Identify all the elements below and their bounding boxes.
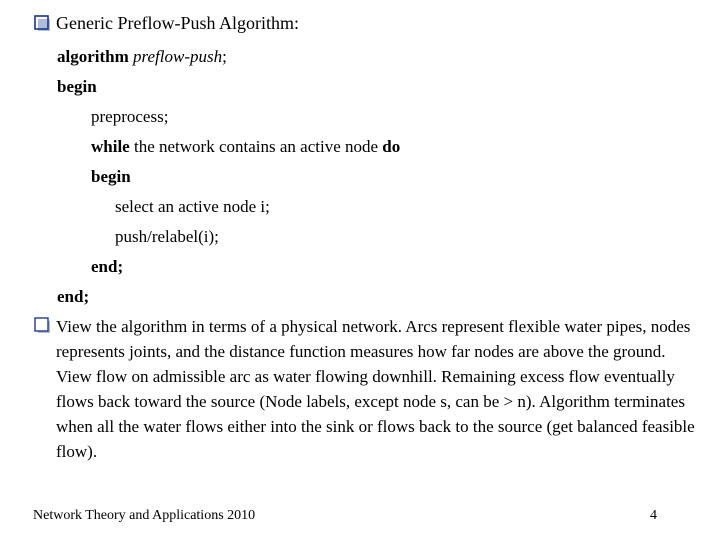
checkbox-bullet-icon — [34, 15, 50, 31]
keyword-do: do — [382, 137, 401, 156]
code-line-select: select an active node i; — [115, 197, 270, 216]
keyword-while: while — [91, 137, 130, 156]
code-line-inner-begin: begin — [91, 167, 131, 186]
algorithm-heading: Generic Preflow-Push Algorithm: — [56, 13, 299, 33]
keyword-algorithm: algorithm — [57, 47, 129, 66]
while-condition: the network contains an active node — [129, 137, 383, 156]
code-line-while — [91, 137, 400, 157]
physical-network-paragraph: View the algorithm in terms of a physical network. Arcs represent flexible water pipes, nodes represents joints, and the distance function measures how far nodes are above the ground. View flow on admissible arc as water flowing downhill. Remaining excess flow eventually flows back toward the source (Node labels, except node s, can be > n). Algorithm terminates when all the water flows either into the sink or flows back to the source (get balanced feasible flow). — [56, 317, 695, 461]
checkbox-bullet-icon — [34, 317, 50, 333]
semicolon: ; — [222, 47, 227, 66]
code-line-end: end; — [57, 287, 90, 306]
bullet-item-physical-network — [34, 314, 696, 464]
code-line-inner-end: end; — [91, 257, 124, 276]
footer-text: Network Theory and Applications 2010 — [33, 508, 256, 523]
page-number: 4 — [650, 508, 657, 523]
code-line-push-relabel: push/relabel(i); — [115, 227, 219, 246]
bullet-item-algorithm — [34, 12, 299, 34]
code-line-algorithm — [57, 47, 227, 67]
code-line-begin: begin — [57, 77, 97, 96]
code-line-preprocess: preprocess; — [91, 107, 169, 126]
algorithm-name: preflow-push — [133, 47, 223, 66]
